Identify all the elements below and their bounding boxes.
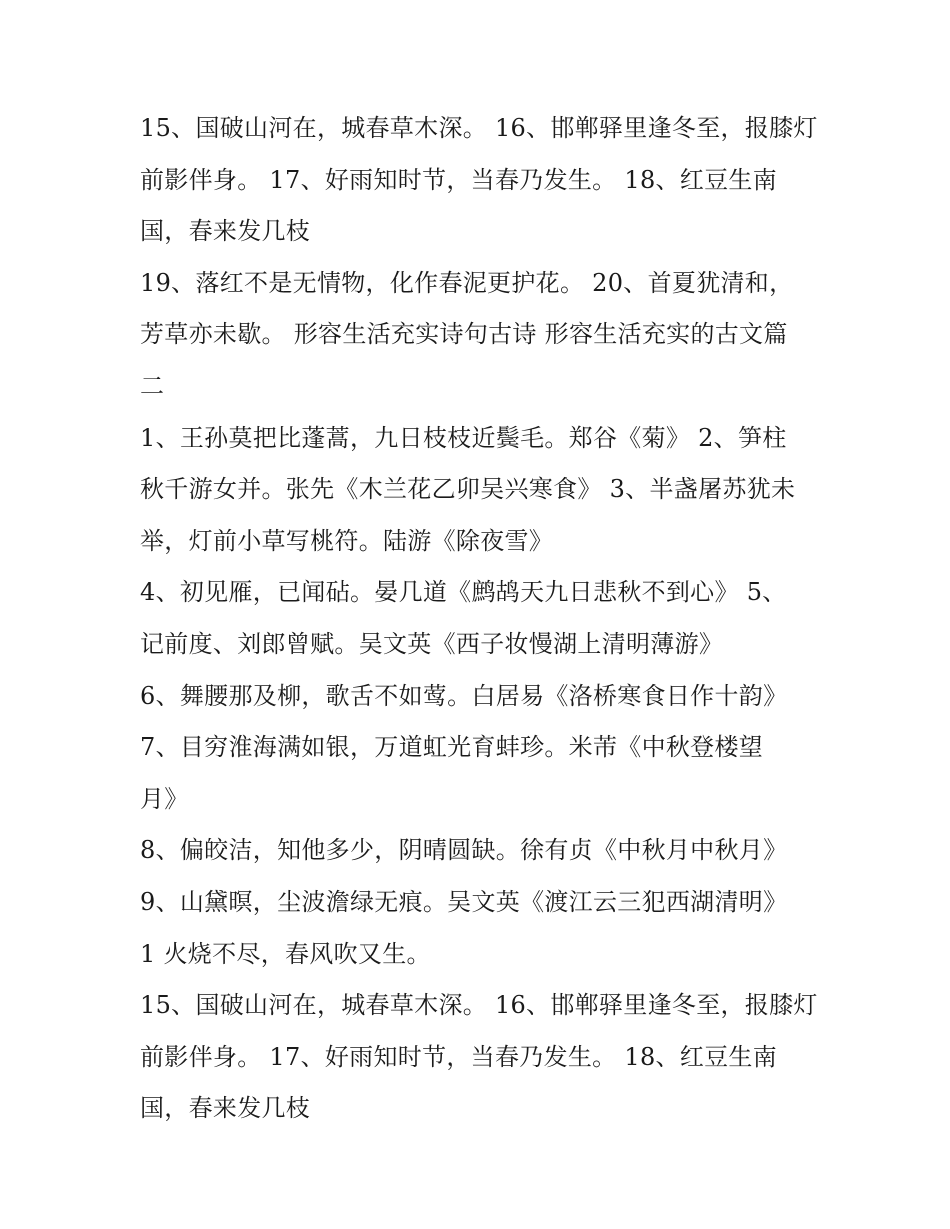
- text-line: 记前度、刘郎曾赋。吴文英《西子妆慢湖上清明薄游》: [140, 629, 724, 658]
- text-line: 举，灯前小草写桃符。陆游《除夜雪》: [140, 526, 554, 555]
- text-line: 7、目穷淮海满如银，万道虹光育蚌珍。米芾《中秋登楼望: [140, 733, 764, 762]
- text-line: 二: [140, 371, 165, 400]
- text-line: 8、偏皎洁，知他多少，阴晴圆缺。徐有贞《中秋月中秋月》: [140, 836, 788, 865]
- text-line: 15、国破山河在，城春草木深。 16、邯郸驿里逢冬至，报膝灯: [140, 114, 818, 142]
- text-line: 4、初见雁，已闻砧。晏几道《鹧鸪天九日悲秋不到心》 5、: [140, 578, 787, 607]
- text-line: 国，春来发几枝: [140, 1094, 311, 1123]
- text-line: 1 火烧不尽，春风吹又生。: [140, 939, 431, 968]
- text-line: 15、国破山河在，城春草木深。 16、邯郸驿里逢冬至，报膝灯: [140, 991, 818, 1020]
- text-line: 芳草亦未歇。 形容生活充实诗句古诗 形容生活充实的古文篇: [140, 320, 788, 349]
- text-line: 秋千游女并。张先《木兰花乙卯吴兴寒食》 3、半盏屠苏犹未: [140, 475, 796, 504]
- text-line: 月》: [140, 784, 189, 813]
- text-line: 19、落红不是无情物，化作春泥更护花。 20、首夏犹清和，: [140, 268, 794, 297]
- text-line: 9、山黛暝，尘波澹绿无痕。吴文英《渡江云三犯西湖清明》: [140, 887, 788, 916]
- text-line: 1、王孙莫把比蓬蒿，九日枝枝近鬓毛。郑谷《菊》 2、笋柱: [140, 423, 787, 452]
- document-body: [140, 103, 820, 1135]
- text-line: 前影伴身。 17、好雨知时节，当春乃发生。 18、红豆生南: [140, 1042, 778, 1071]
- text-line: 国，春来发几枝: [140, 217, 311, 246]
- text-line: 前影伴身。 17、好雨知时节，当春乃发生。 18、红豆生南: [140, 165, 778, 194]
- text-line: 6、舞腰那及柳，歌舌不如莺。白居易《洛桥寒食日作十韵》: [140, 681, 788, 710]
